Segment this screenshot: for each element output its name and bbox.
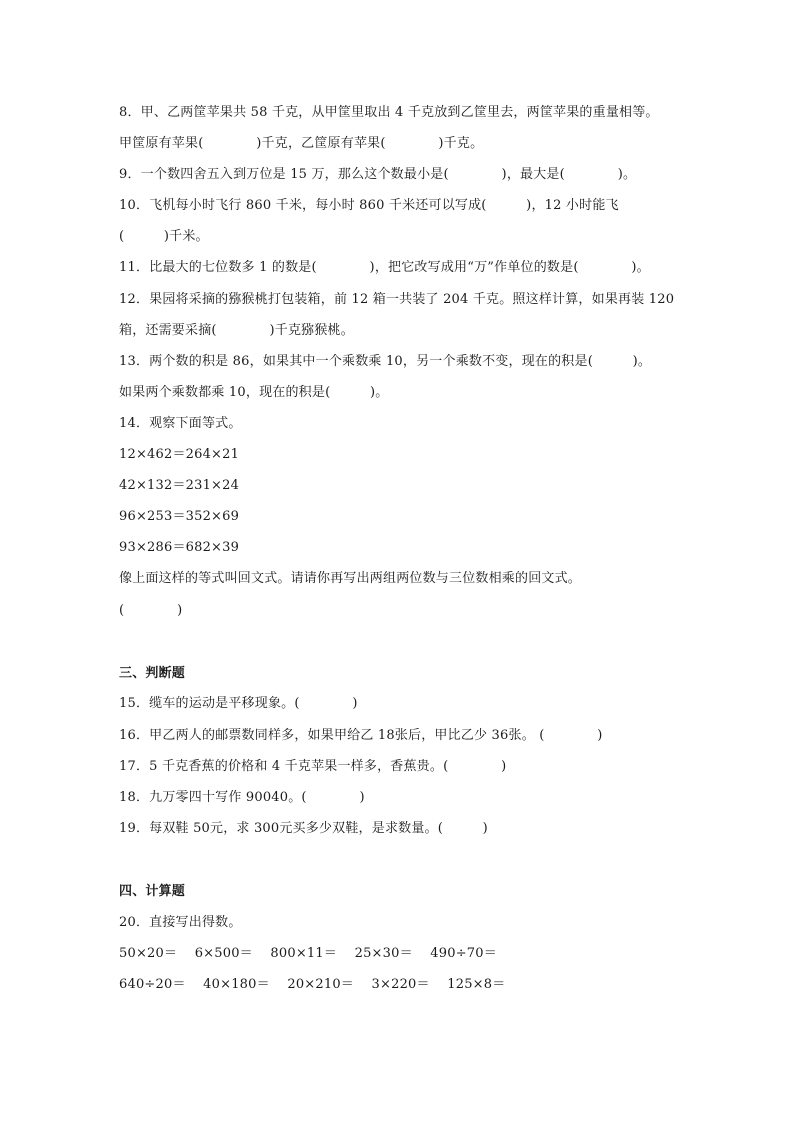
q11: 11．比最大的七位数多 1 的数是( )，把它改写成用“万”作单位的数是( )。: [119, 260, 650, 275]
q12-line2: 箱，还需要采摘( )千克猕猴桃。: [119, 323, 354, 338]
judge-item: 19．每双鞋 50元，求 300元买多少双鞋，是求数量。( ): [119, 821, 488, 836]
q8-line2: 甲筐原有苹果( )千克，乙筐原有苹果( )千克。: [119, 136, 484, 151]
q14-equation: 12×462＝264×21: [119, 447, 240, 462]
q8-line1: 8．甲、乙两筐苹果共 58 千克，从甲筐里取出 4 千克放到乙筐里去，两筐苹果的重量相等。: [119, 105, 659, 120]
q9: 9．一个数四舍五入到万位是 15 万，那么这个数最小是( )，最大是( )。: [119, 167, 637, 182]
judge-item: 17．5 千克香蕉的价格和 4 千克苹果一样多，香蕉贵。( ): [119, 759, 507, 774]
section-heading-calc: 四、计算题: [119, 884, 186, 899]
judge-item: 18．九万零四十写作 90040。( ): [119, 790, 365, 805]
q14-equation: 96×253＝352×69: [119, 509, 240, 524]
q13-line1: 13．两个数的积是 86，如果其中一个乘数乘 10，另一个乘数不变，现在的积是( )。: [119, 354, 652, 369]
calc-prompt: 20．直接写出得数。: [119, 915, 242, 930]
calc-row-1: 50×20＝ 6×500＝ 800×11＝ 25×30＝ 490÷70＝: [119, 946, 497, 961]
judge-item: 15．缆车的运动是平移现象。( ): [119, 696, 358, 711]
q10-line2: ( )千米。: [119, 229, 209, 244]
q14-equation: 93×286＝682×39: [119, 540, 240, 555]
q12-line1: 12．果园将采摘的猕猴桃打包装箱，前 12 箱一共装了 204 千克。照这样计算，如果再装 120: [119, 292, 675, 307]
q14-equation: 42×132＝231×24: [119, 478, 240, 493]
section-heading-judge: 三、判断题: [119, 666, 186, 681]
q13-line2: 如果两个乘数都乘 10，现在的积是( )。: [119, 385, 389, 400]
q14-prompt: 14．观察下面等式。: [119, 416, 242, 431]
q14-note: 像上面这样的等式叫回文式。请请你再写出两组两位数与三位数相乘的回文式。: [119, 571, 582, 586]
judge-item: 16．甲乙两人的邮票数同样多，如果甲给乙 18张后，甲比乙少 36张。 ( ): [119, 728, 603, 743]
calc-row-2: 640÷20＝ 40×180＝ 20×210＝ 3×220＝ 125×8＝: [119, 977, 506, 992]
q14-answer-blank: ( ): [119, 603, 183, 618]
q10-line1: 10．飞机每小时飞行 860 千米，每小时 860 千米还可以写成( )，12 小时能飞: [119, 198, 619, 213]
